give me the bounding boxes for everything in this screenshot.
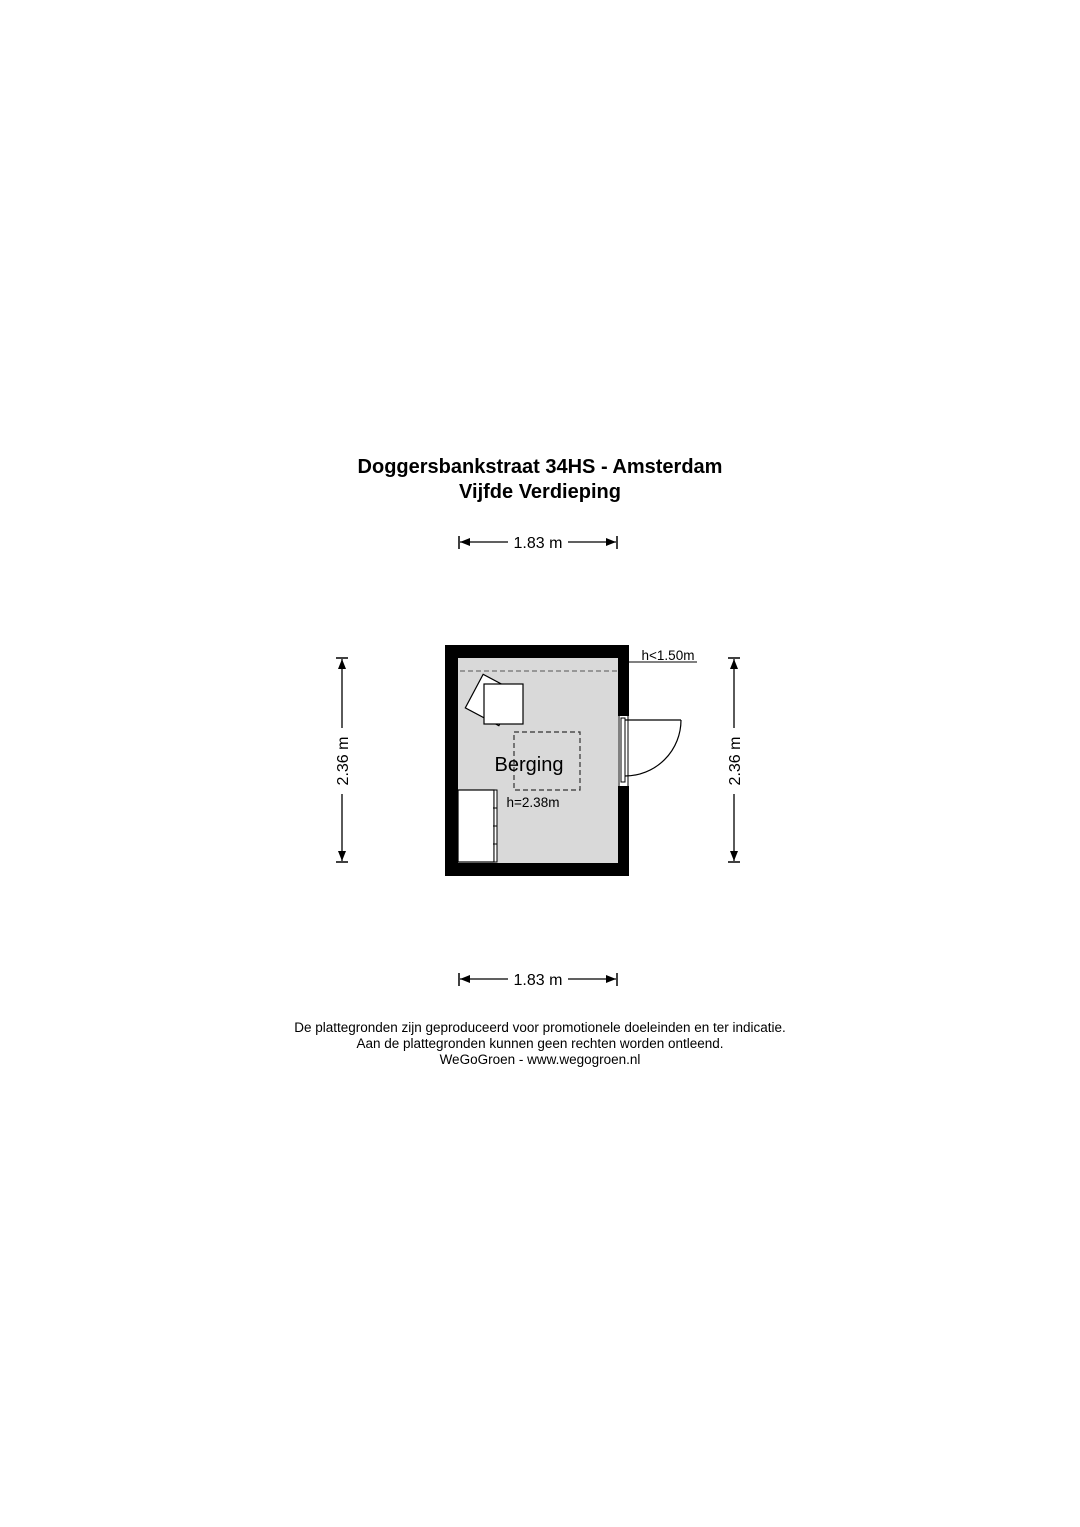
low-ceiling-label: h<1.50m — [641, 648, 695, 663]
wall-left — [445, 645, 458, 876]
dimension-left — [335, 658, 352, 862]
cabinet — [458, 790, 497, 862]
credit-line: WeGoGroen - www.wegogroen.nl — [439, 1052, 641, 1067]
room-berging — [445, 645, 697, 876]
dimension-top — [459, 535, 617, 552]
dimension-left-label: 2.36 m — [335, 736, 352, 786]
floor-level-title: Vijfde Verdieping — [459, 481, 621, 503]
disclaimer-line-1: De plattegronden zijn geproduceerd voor promotionele doeleinden en ter indicatie. — [294, 1020, 786, 1035]
room-height-label: h=2.38m — [506, 795, 560, 810]
wall-right-lower — [618, 786, 629, 876]
dimension-right-label: 2.36 m — [727, 736, 744, 786]
dimension-right — [727, 658, 744, 862]
plan-title: Doggersbankstraat 34HS - Amsterdam — [357, 456, 723, 478]
dimension-bottom-label: 1.83 m — [513, 972, 563, 989]
wall-top — [445, 645, 629, 658]
disclaimer-line-2: Aan de plattegronden kunnen geen rechten worden ontleend. — [356, 1036, 724, 1051]
dimension-top-label: 1.83 m — [513, 535, 563, 552]
dimension-bottom — [459, 972, 617, 989]
room-name-label: Berging — [494, 754, 564, 776]
door — [621, 718, 681, 782]
wall-bottom — [445, 863, 629, 876]
wall-right-upper — [618, 645, 629, 716]
